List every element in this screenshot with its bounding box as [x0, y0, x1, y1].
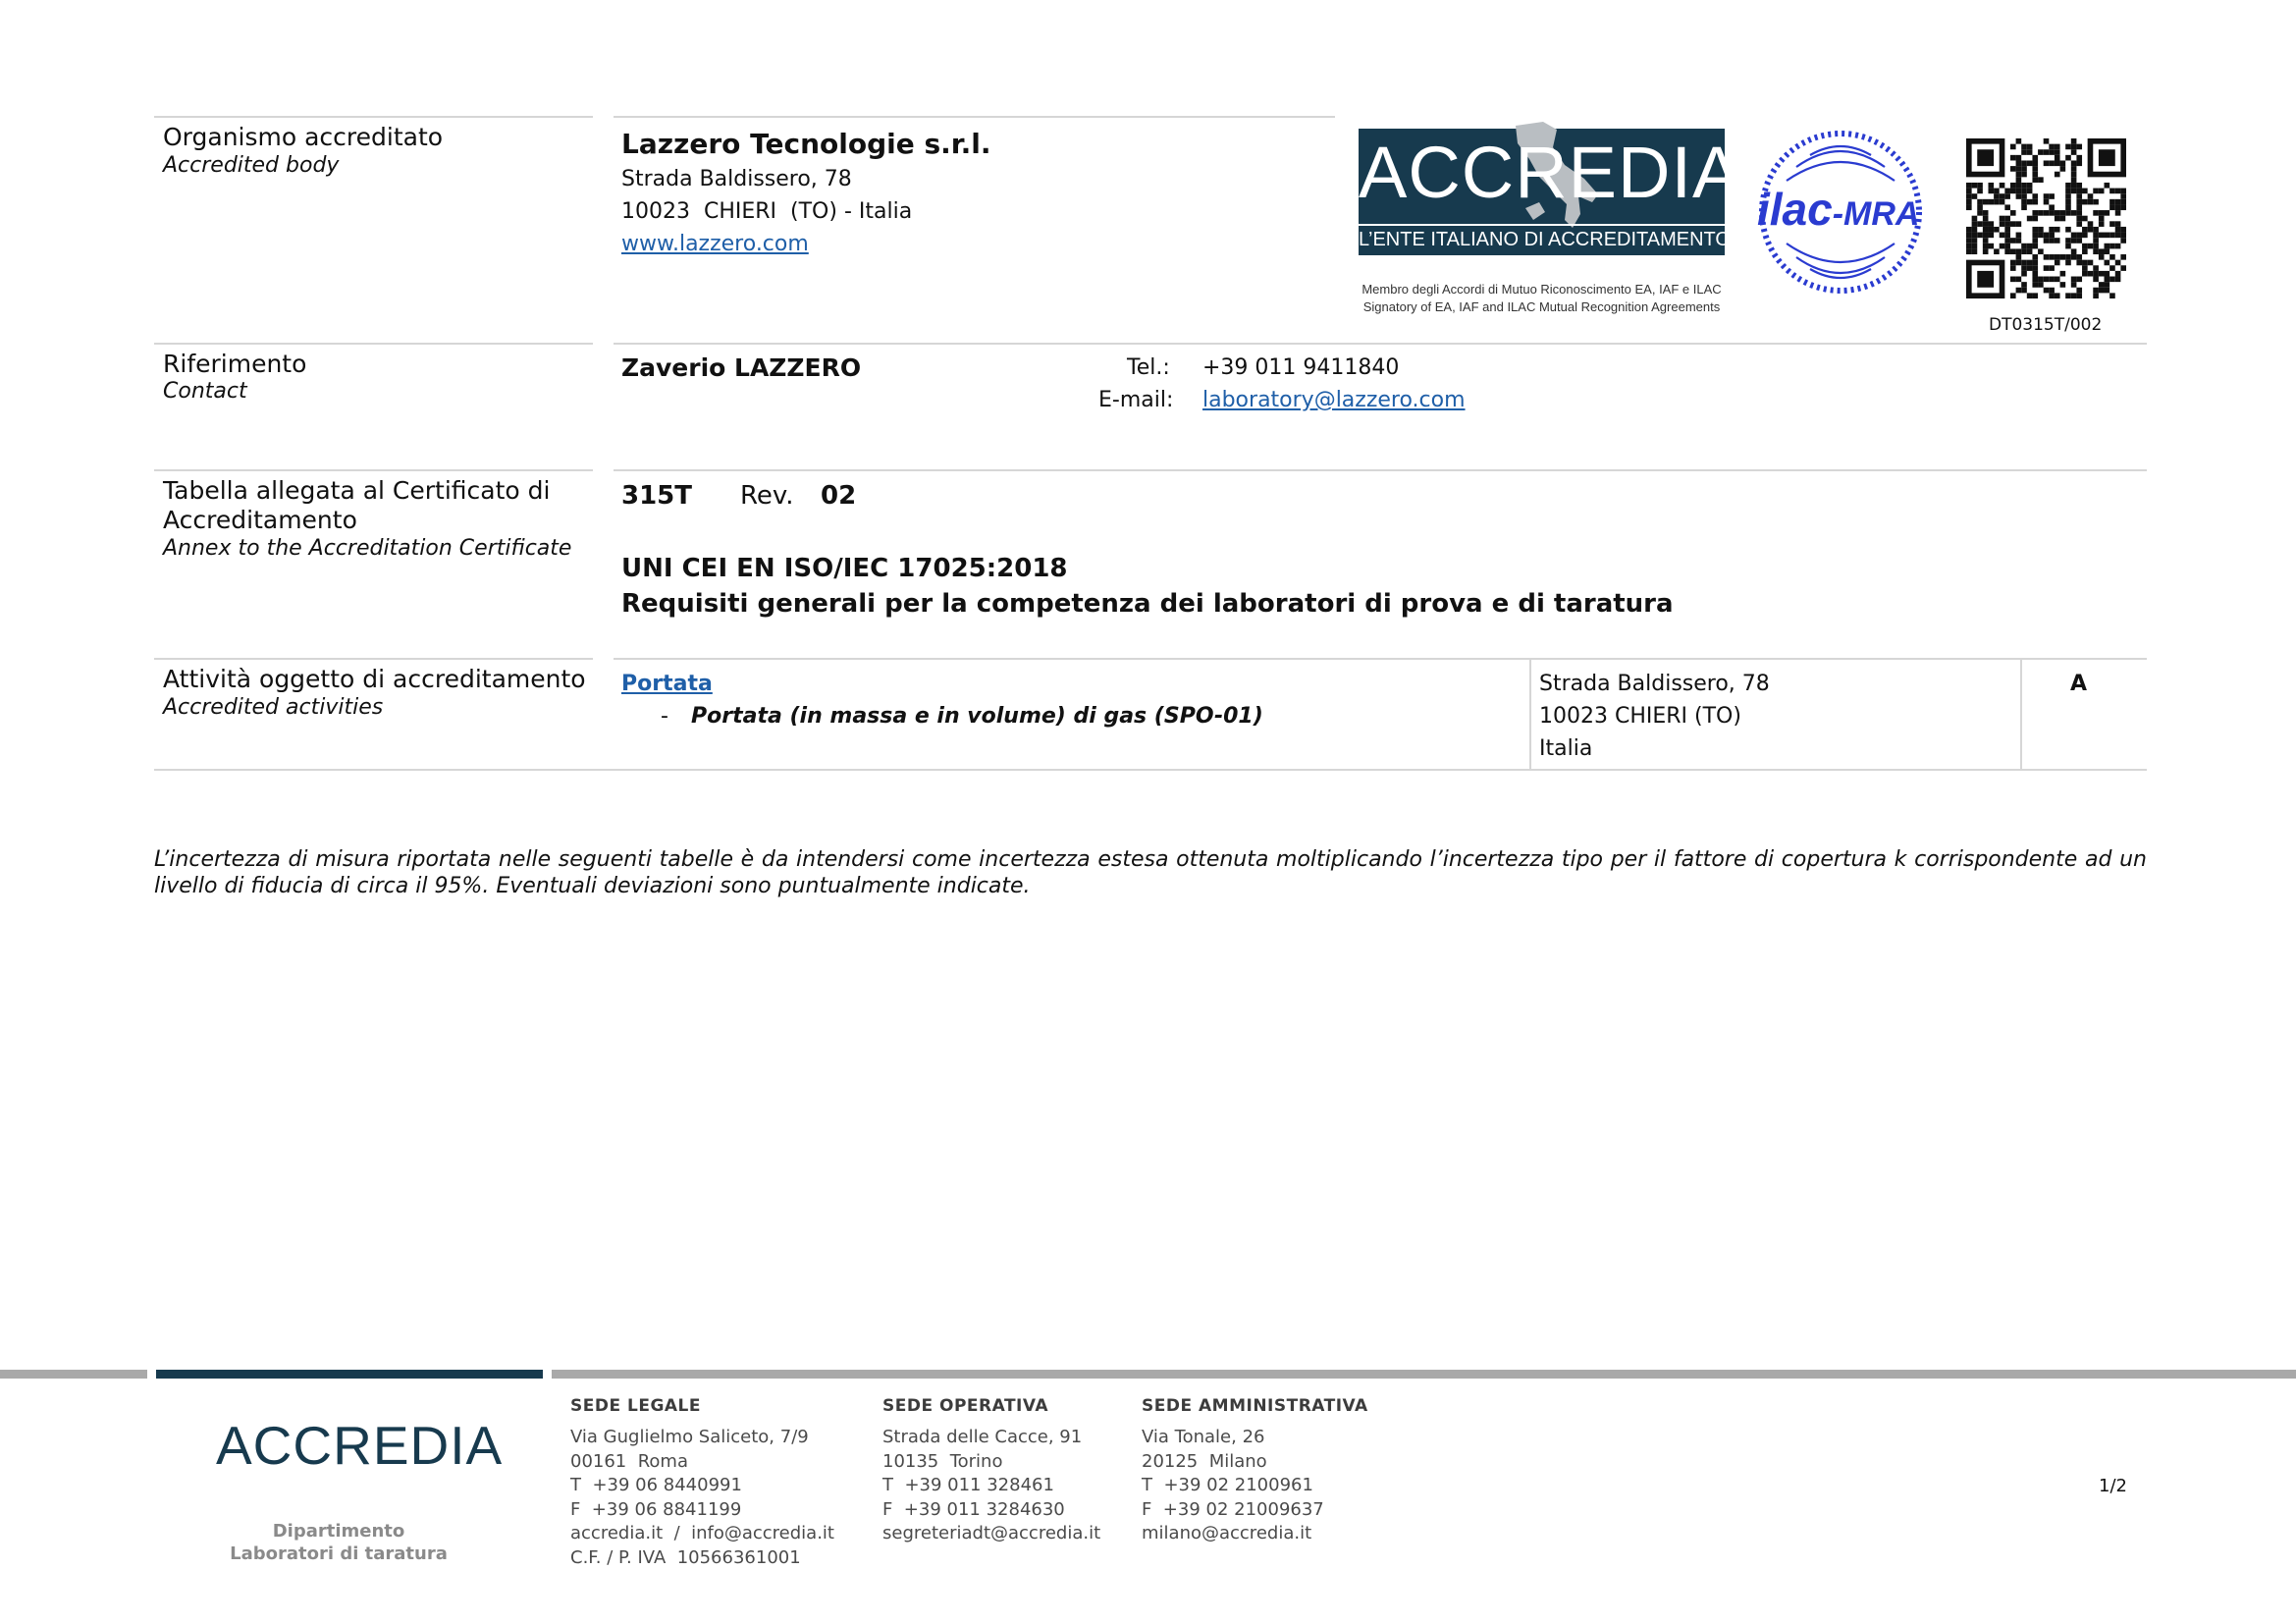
footer-admin-office: [1142, 1396, 1368, 1546]
footer-department: [196, 1520, 481, 1565]
divider: [154, 343, 593, 345]
contact-label: Riferimento: [163, 350, 307, 378]
footer-legal-line: accredia.it / info@accredia.it: [570, 1523, 834, 1543]
email-link[interactable]: laboratory@lazzero.com: [1202, 388, 1466, 412]
footer-legal-line: F +39 06 8841199: [570, 1498, 742, 1520]
accredia-wordmark: ACCREDIA: [1359, 132, 1742, 213]
divider: [614, 469, 2147, 471]
ilac-mra-logo: [1757, 124, 1924, 300]
qr-code-icon[interactable]: [1966, 138, 2126, 298]
accredia-logo: [1359, 118, 1742, 324]
activity-item: Portata (in massa e in volume) di gas (SPO-01): [691, 704, 1263, 729]
activity-category-link[interactable]: Portata: [621, 672, 713, 696]
footer-admin-title: SEDE AMMINISTRATIVA: [1142, 1396, 1368, 1416]
divider: [154, 658, 593, 660]
site-address-2: 10023 CHIERI (TO): [1539, 704, 1741, 729]
site-address-1: Strada Baldissero, 78: [1539, 672, 1770, 696]
certificate-number: 315T: [621, 481, 693, 511]
accredia-mra-text-en: Signatory of EA, IAF and ILAC Mutual Recognition Agreements: [1362, 299, 1721, 314]
activities-label-en: Accredited activities: [163, 695, 384, 720]
mra-wordmark: -MRA: [1832, 195, 1920, 233]
footer-admin-line: Via Tonale, 26: [1142, 1427, 1265, 1447]
footer-legal-office: [570, 1396, 834, 1570]
accredia-logo-rule: [1359, 224, 1725, 226]
activity-bullet: -: [661, 704, 668, 729]
site-code: A: [2070, 672, 2088, 696]
footer-accredia-logo: ACCREDIA: [216, 1415, 504, 1476]
divider: [154, 769, 2147, 771]
accredia-mra-text: Membro degli Accordi di Mutuo Riconoscimento EA, IAF e ILAC: [1362, 282, 1722, 297]
annex-label-cont: Accreditamento: [163, 506, 357, 534]
footer-operative-line: T +39 011 328461: [882, 1475, 1054, 1495]
divider: [154, 469, 593, 471]
page-number: 1/2: [2099, 1476, 2127, 1496]
footer-legal-title: SEDE LEGALE: [570, 1396, 701, 1416]
footer-operative-line: segreteriadt@accredia.it: [882, 1523, 1101, 1543]
footer-legal-line: C.F. / P. IVA 10566361001: [570, 1546, 801, 1568]
company-address-2: 10023 CHIERI (TO) - Italia: [621, 199, 913, 224]
footer-operative-office: [882, 1396, 1100, 1546]
email-label: E-mail:: [1098, 388, 1174, 412]
annex-label-en: Annex to the Accreditation Certificate: [163, 536, 572, 561]
tel-label: Tel.:: [1127, 355, 1170, 380]
annex-label: Tabella allegata al Certificato di: [163, 476, 551, 505]
footer-bar-left: [0, 1370, 147, 1379]
accredia-tagline: L’ENTE ITALIANO DI ACCREDITAMENTO: [1359, 229, 1731, 250]
footer-operative-line: F +39 011 3284630: [882, 1498, 1065, 1520]
document-code: DT0315T/002: [1989, 315, 2103, 335]
company-website-link[interactable]: www.lazzero.com: [621, 232, 809, 256]
divider: [614, 116, 1335, 118]
standard-description: Requisiti generali per la competenza dei laboratori di prova e di taratura: [621, 589, 1674, 619]
column-divider: [2020, 659, 2022, 769]
ilac-mra-wordmark: [1757, 183, 1920, 236]
accredited-body-label-en: Accredited body: [163, 153, 340, 178]
tel-value: +39 011 9411840: [1202, 355, 1400, 380]
contact-label-en: Contact: [163, 379, 247, 404]
activities-label: Attività oggetto di accreditamento: [163, 665, 586, 693]
footer-bar-right: [552, 1370, 2296, 1379]
accredited-body-label: Organismo accreditato: [163, 123, 444, 151]
footer-legal-line: T +39 06 8440991: [570, 1475, 742, 1495]
divider: [154, 116, 593, 118]
footer-legal-line: Via Guglielmo Saliceto, 7/9: [570, 1427, 809, 1447]
uncertainty-note: L’incertezza di misura riportata nelle seguenti tabelle è da intendersi come incertezza estesa ottenuta moltiplicando l’incertezza tipo per il fattore di copertura k corrispondente ad un livello di fiducia di circa il 95%. Eventuali deviazioni sono puntualmente indicate.: [154, 847, 2147, 898]
divider: [614, 658, 2147, 660]
company-address-1: Strada Baldissero, 78: [621, 167, 852, 191]
site-address-3: Italia: [1539, 736, 1593, 761]
footer-operative-line: 10135 Torino: [882, 1450, 1003, 1472]
company-name: Lazzero Tecnologie s.r.l.: [621, 128, 991, 160]
contact-name: Zaverio LAZZERO: [621, 353, 862, 382]
footer-operative-line: Strada delle Cacce, 91: [882, 1427, 1083, 1447]
standard-title: UNI CEI EN ISO/IEC 17025:2018: [621, 554, 1068, 583]
footer-admin-line: F +39 02 21009637: [1142, 1498, 1324, 1520]
column-divider: [1529, 659, 1531, 769]
footer-department-line1: Dipartimento: [272, 1521, 405, 1542]
revision-number: 02: [821, 481, 857, 511]
footer-admin-line: milano@accredia.it: [1142, 1523, 1312, 1543]
footer-admin-line: T +39 02 2100961: [1142, 1475, 1313, 1495]
footer-operative-title: SEDE OPERATIVA: [882, 1396, 1049, 1416]
ilac-wordmark: ilac: [1757, 184, 1833, 235]
footer-bar-accent: [156, 1370, 543, 1379]
footer-legal-line: 00161 Roma: [570, 1450, 688, 1472]
footer-department-line2: Laboratori di taratura: [230, 1543, 448, 1564]
divider: [614, 343, 2147, 345]
revision-label: Rev.: [740, 481, 794, 511]
footer-admin-line: 20125 Milano: [1142, 1450, 1267, 1472]
